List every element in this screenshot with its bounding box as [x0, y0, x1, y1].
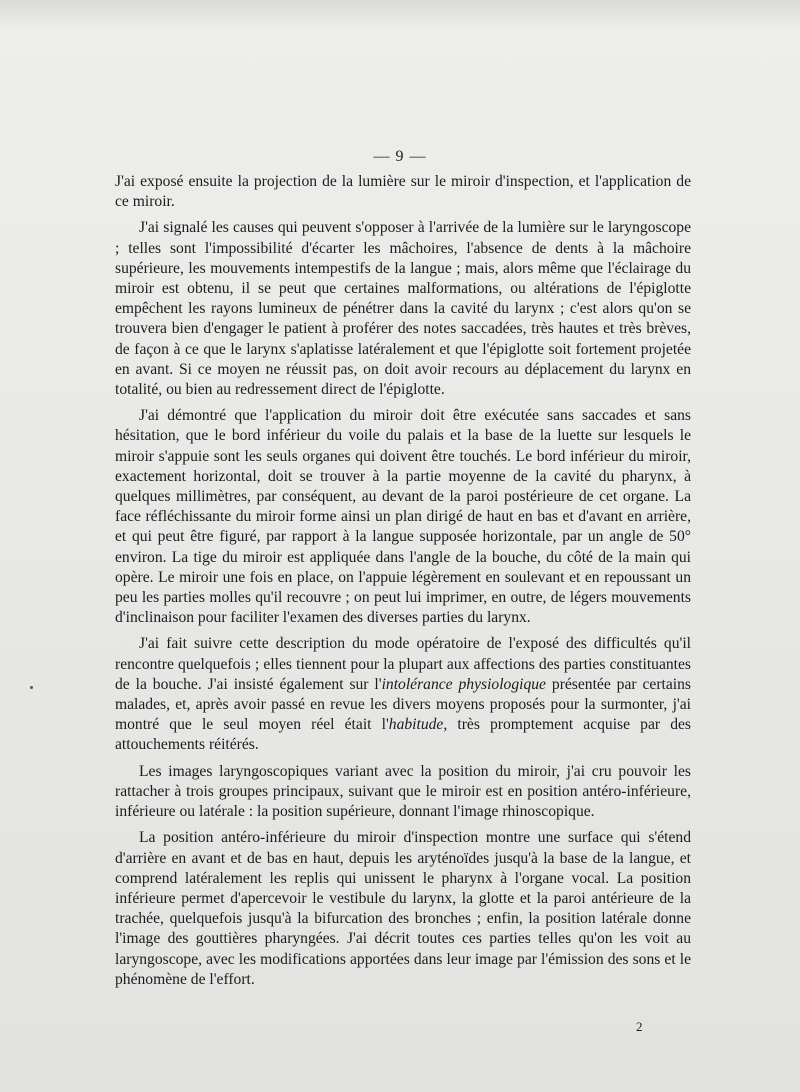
paragraph-3: J'ai démontré que l'application du miroir doit être exécutée sans saccades et sans hésitation, que le bord inférieur du voile du palais et la base de la luette sur lesquels le miroir s'appuie sont les seuls organes qui doivent être touchés. Le bord inférieur du miroir, exactement horizontal, doit se trouver à la partie moyenne de la cavité du pharynx, à quelques millimètres, par conséquent, au devant de la paroi postérieure de cet organe. La face réfléchissante du miroir forme ainsi un plan dirigé de haut en bas et d'avant en arrière, et qui peut être figuré, par rapport à la langue supposée horizontale, par un angle de 50° environ. La tige du miroir est appliquée dans l'angle de la bouche, du côté de la main qui opère. Le miroir une fois en place, on l'appuie légèrement en soulevant et en repoussant un peu les parties molles qu'il recouvre ; on peut lui imprimer, en outre, de légers mouvements d'inclinaison pour faciliter l'examen des diverses parties du larynx.: [115, 407, 691, 627]
bleed-through-shadow: [0, 0, 800, 30]
paragraph-4-part-3: , très promptement acquise par des attouchements réitérés.: [115, 716, 692, 754]
paragraph-4: [115, 634, 691, 755]
paragraph-4-part-2: présentée par certains malades, et, après avoir passé en revue les divers moyens proposés pour la surmonter, j'ai montré que le seul moyen réel était l': [115, 675, 691, 734]
italic-term-intolerance: intolérance physiologique: [381, 675, 546, 693]
paragraph-6: La position antéro-inférieure du miroir d'inspection montre une surface qui s'étend d'arrière en avant et de bas en haut, depuis les aryténoïdes jusqu'à la base de la langue, et comprend latéralement les replis qui unissent le pharynx à l'organe vocal. La position inférieure permet d'apercevoir le vestibule du larynx, la glotte et la paroi antérieure de la trachée, quelquefois jusqu'à la bifurcation des bronches ; enfin, la position latérale donne l'image des gouttières pharyngées. J'ai décrit toutes ces parties telles qu'on les voit au laryngoscope, avec les modifications apportées dans leur image par l'émission des sons et le phénomène de l'effort.: [115, 829, 691, 988]
page-number: — 9 —: [373, 148, 427, 165]
margin-speck: [30, 686, 33, 689]
paragraph-4-part-1: J'ai fait suivre cette description du mode opératoire de l'exposé des difficultés qu'il rencontre quelquefois ; elles tiennent pour la plupart aux affections des parties constituantes de la bouche. J'ai insisté également sur l': [115, 635, 691, 693]
paragraph-5: Les images laryngoscopiques variant avec la position du miroir, j'ai cru pouvoir les rattacher à trois groupes principaux, suivant que le miroir est en position antéro-inférieure, inférieure ou latérale : la position supérieure, donnant l'image rhinoscopique.: [115, 762, 691, 821]
body-text: [115, 172, 691, 996]
italic-term-habitude: habitude: [388, 716, 444, 734]
paragraph-2: J'ai signalé les causes qui peuvent s'opposer à l'arrivée de la lumière sur le laryngoscope ; telles sont l'impossibilité d'écarter les mâchoires, l'absence de dents à la mâchoire supérieure, les mouvements intempestifs de la langue ; mais, alors même que l'éclairage du miroir est obtenu, il se peut que certaines malformations, ou altérations de l'épiglotte empêchent les rayons lumineux de pénétrer dans la cavité du larynx ; c'est alors qu'on se trouvera bien d'engager le patient à proférer des notes saccadées, très hautes et très brèves, de façon à ce que le larynx s'aplatisse latéralement et que l'épiglotte soit fortement projetée en avant. Si ce moyen ne réussit pas, on doit avoir recours au déplacement du larynx en totalité, ou bien au redressement direct de l'épiglotte.: [115, 219, 691, 399]
paragraph-1: J'ai exposé ensuite la projection de la lumière sur le miroir d'inspection, et l'application de ce miroir.: [115, 173, 691, 211]
signature-mark: 2: [636, 1019, 643, 1034]
